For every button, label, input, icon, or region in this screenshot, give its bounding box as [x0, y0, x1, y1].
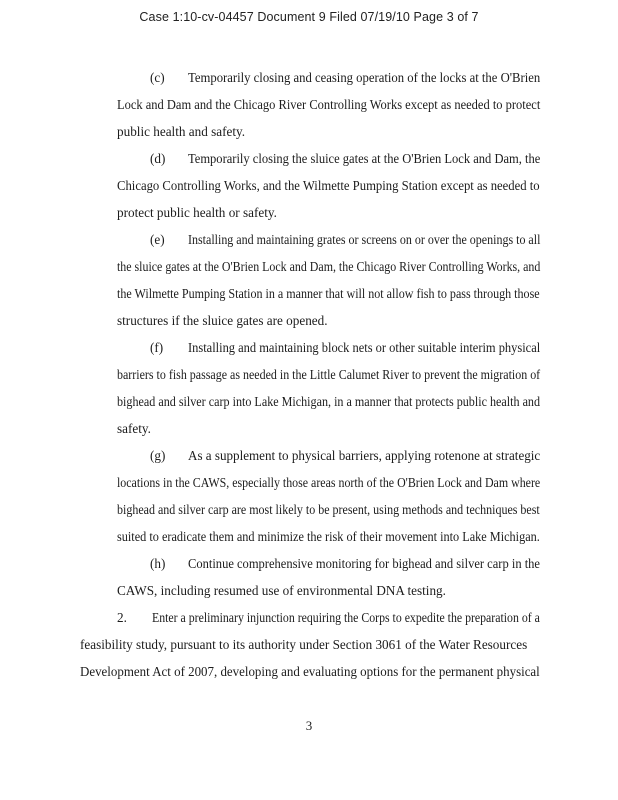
item-f-marker: (f) [150, 340, 164, 355]
item-c-line-1: Temporarily closing and ceasing operation of the locks at the O'Brien [188, 70, 541, 85]
item-f-line-3: bighead and silver carp into Lake Michigan, in a manner that protects public health and [117, 394, 541, 409]
item-g-marker: (g) [150, 448, 166, 463]
item-e-line-4: structures if the sluice gates are opened. [117, 313, 328, 328]
item-f-line-1: Installing and maintaining block nets or other suitable interim physical [188, 340, 541, 355]
paragraph-2-marker: 2. [117, 610, 127, 625]
item-c-line-3: public health and safety. [117, 124, 246, 139]
paragraph-2-line-2: feasibility study, pursuant to its authority under Section 3061 of the Water Resources [80, 637, 528, 652]
item-d-line-1: Temporarily closing the sluice gates at the O'Brien Lock and Dam, the [188, 151, 541, 166]
case-header: Case 1:10-cv-04457 Document 9 Filed 07/19/10 Page 3 of 7 [139, 10, 479, 24]
item-f-line-2: barriers to fish passage as needed in the Little Calumet River to prevent the migration of [117, 367, 541, 382]
item-c-line-2: Lock and Dam and the Chicago River Controlling Works except as needed to protect [117, 97, 541, 112]
item-c-marker: (c) [150, 70, 165, 85]
page-number: 3 [305, 718, 313, 733]
item-h-line-2: CAWS, including resumed use of environmental DNA testing. [117, 583, 446, 598]
item-d-line-3: protect public health or safety. [117, 205, 277, 220]
item-e-line-1: Installing and maintaining grates or screens on or over the openings to all [188, 232, 541, 247]
item-h-marker: (h) [150, 556, 166, 571]
item-e-line-3: the Wilmette Pumping Station in a manner that will not allow fish to pass through those [117, 286, 540, 301]
item-g-line-2: locations in the CAWS, especially those areas north of the O'Brien Lock and Dam where [117, 475, 541, 490]
item-f-line-4: safety. [117, 421, 151, 436]
paragraph-2-line-3: Development Act of 2007, developing and evaluating options for the permanent physical [80, 664, 540, 679]
item-g-line-4: suited to eradicate them and minimize the risk of their movement into Lake Michigan. [117, 529, 540, 544]
item-d-line-2: Chicago Controlling Works, and the Wilmette Pumping Station except as needed to [117, 178, 540, 193]
item-g-line-3: bighead and silver carp are most likely to be present, using methods and techniques best [117, 502, 540, 517]
paragraph-2-line-1: Enter a preliminary injunction requiring the Corps to expedite the preparation of a [152, 610, 540, 625]
item-g-line-1: As a supplement to physical barriers, applying rotenone at strategic [188, 448, 541, 463]
item-h-line-1: Continue comprehensive monitoring for bighead and silver carp in the [188, 556, 540, 571]
item-e-marker: (e) [150, 232, 165, 247]
item-d-marker: (d) [150, 151, 166, 166]
item-e-line-2: the sluice gates at the O'Brien Lock and Dam, the Chicago River Controlling Works, and [117, 259, 541, 274]
